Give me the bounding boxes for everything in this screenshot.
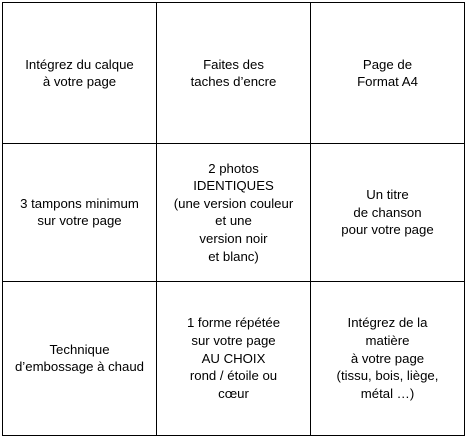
- grid-row: [3, 3, 465, 144]
- cell-text-line: 2 photos: [208, 160, 259, 176]
- cell-text-line: Technique: [49, 341, 110, 357]
- cell-text-line: à votre page: [350, 350, 425, 366]
- cell-text-line: Faites des: [203, 56, 264, 72]
- grid-cell-embossage: [3, 281, 157, 435]
- grid-cell-forme: [157, 281, 311, 435]
- cell-text-line: Intégrez de la: [347, 315, 428, 331]
- cell-text-line: à votre page: [42, 74, 117, 90]
- cell-text-line: (tissu, bois, liège,: [336, 368, 439, 384]
- grid-row: [3, 144, 465, 281]
- cell-text-line: Intégrez du calque: [25, 56, 134, 72]
- cell-text-line: sur votre page: [191, 332, 276, 348]
- cell-text-line: version noir: [199, 231, 268, 247]
- grid-cell-photos: [157, 144, 311, 281]
- grid-cell-titre: [311, 144, 465, 281]
- cell-text-line: 1 forme répétée: [186, 315, 281, 331]
- grid-cell-calque: [3, 3, 157, 144]
- cell-text-line: Format A4: [357, 74, 418, 90]
- cell-text-line: sur votre page: [37, 213, 122, 229]
- cell-text-line: IDENTIQUES: [193, 178, 274, 194]
- grid-cell-format: [311, 3, 465, 144]
- cell-text-line: rond / étoile ou: [189, 368, 278, 384]
- cell-text-line: et blanc): [208, 248, 259, 264]
- cell-text-line: Page de: [362, 56, 413, 72]
- cell-text-line: matière: [365, 332, 410, 348]
- cell-text-line: taches d’encre: [190, 74, 277, 90]
- cell-text-line: Un titre: [366, 187, 409, 203]
- cell-text-line: 3 tampons minimum: [20, 195, 139, 211]
- grid-cell-tampons: [3, 144, 157, 281]
- grid-cell-matiere: [311, 281, 465, 435]
- cell-text-line: (une version couleur: [173, 195, 294, 211]
- cell-text-line: pour votre page: [341, 222, 434, 238]
- cell-text-line: de chanson: [353, 204, 422, 220]
- cell-text-line: et une: [215, 213, 252, 229]
- cell-text-line: métal …): [360, 385, 415, 401]
- grid-row: [3, 281, 465, 435]
- cell-text-line: d’embossage à chaud: [14, 359, 145, 375]
- challenge-grid: [2, 2, 465, 436]
- grid-cell-encre: [157, 3, 311, 144]
- cell-text-line: AU CHOIX: [201, 350, 266, 366]
- cell-text-line: cœur: [218, 385, 249, 401]
